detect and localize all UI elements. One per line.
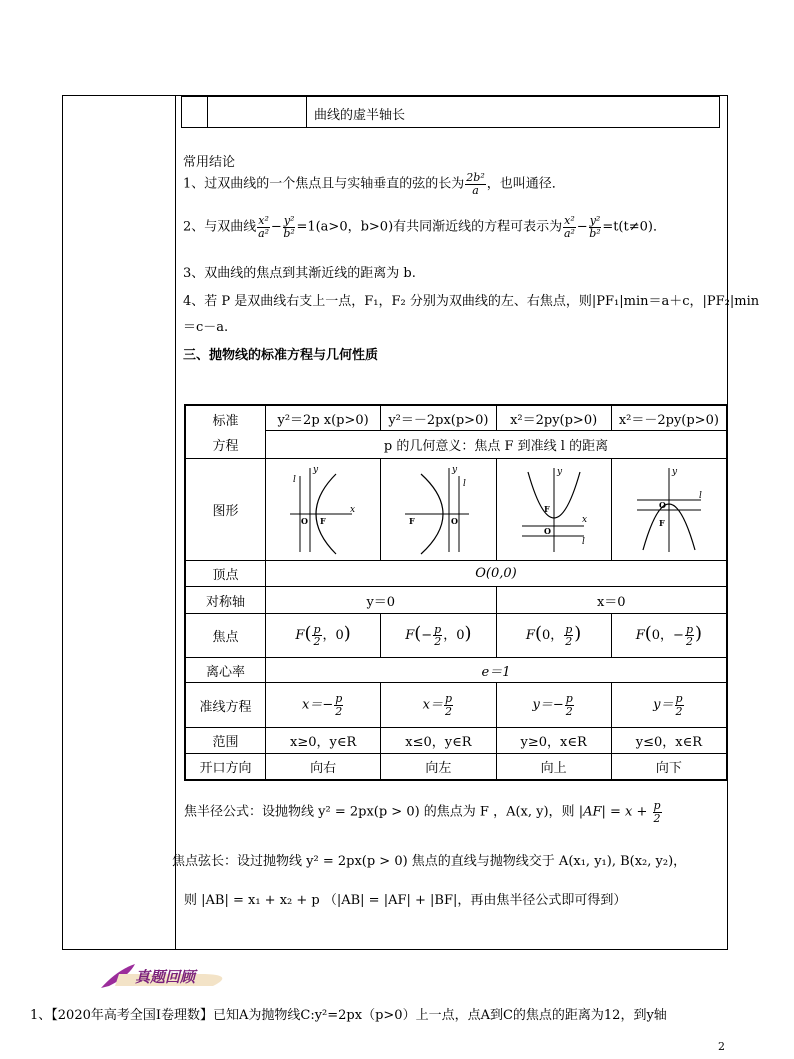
axis-y0: y＝0 [266,587,497,614]
opening-left: 向左 [381,754,496,780]
conclusion-1-tail: ，也叫通径． [486,176,565,192]
range-left: x≤0，y∈R [381,728,496,754]
graph-right [266,459,381,561]
conclusion-3: 3、双曲线的焦点到其渐近线的距离为 b. [183,266,416,281]
conclusion-4-line1: 4、若 P 是双曲线右支上一点，F₁，F₂ 分别为双曲线的左、右焦点，则|PF₁|min＝a＋c，|PF₂|min [183,294,760,309]
svg-text:l: l [698,490,702,501]
svg-text:O: O [451,515,459,526]
focal-radius-expression: |AF| = x + [578,804,652,820]
parabola-properties-table [184,404,728,781]
svg-text:F: F [658,517,665,528]
svg-text:F: F [543,503,550,514]
label-graph: 图形 [186,459,266,561]
eccentricity-value: e＝1 [266,658,727,683]
conclusion-1 [183,172,565,196]
vertex-value: O(0,0) [266,561,727,587]
question-1: 1、【2020年高考全国Ⅰ卷理数】已知A为抛物线C:y²=2px（p>0）上一点，点A到C的焦点的距离为12，到y轴 [30,1008,667,1023]
eq-left: y²＝－2px(p>0) [381,406,496,431]
svg-text:O: O [543,525,551,536]
opening-up: 向上 [496,754,611,780]
conclusion-2-text: 2、与双曲线 [183,219,257,235]
range-right: x≥0，y∈R [266,728,381,754]
label-focus: 焦点 [186,614,266,658]
label-vertex: 顶点 [186,561,266,587]
eq-up: x²＝2py(p>0) [496,406,611,431]
graph-down [611,459,726,561]
directrix-left: x＝ $\frac{p}{2}$ [381,683,496,728]
range-down: y≤0，x∈R [611,728,726,754]
eq-right: y²＝2p x(p>0) [266,406,381,431]
svg-text:l: l [293,474,297,485]
hyperbola-table-last-row [181,96,720,128]
svg-text:O: O [301,515,309,526]
focus-up: F(0， $\frac{p}{2}$ ) [496,614,611,658]
conclusion-2-end: =t(t≠0)． [602,219,666,235]
focal-chord-line2: 则 |AB| = x₁ + x₂ + p （|AB| = |AF| + |BF|，再由焦半径公式即可得到） [184,893,627,908]
directrix-right: x＝− $\frac{p}{2}$ [266,683,381,728]
svg-text:F: F [409,515,416,526]
p-meaning: p 的几何意义：焦点 F 到准线 l 的距离 [266,431,727,459]
section-3-title: 三、抛物线的标准方程与几何性质 [183,348,379,363]
label-opening: 开口方向 [186,754,266,780]
svg-text:l: l [581,536,585,547]
page-number: 2 [718,1040,725,1053]
focus-right: F( $\frac{p}{2}$ ，0) [266,614,381,658]
focus-left: F(− $\frac{p}{2}$ ，0) [381,614,496,658]
focal-chord-line1: 焦点弦长：设过抛物线 y² = 2px(p > 0) 焦点的直线与抛物线交于 A(x₁, y₁), B(x₂, y₂)， [172,854,687,869]
svg-text:O: O [658,499,666,510]
svg-text:y: y [452,464,458,475]
svg-text:x: x [581,514,587,525]
svg-text:y: y [313,464,319,475]
conclusion-4-line2: ＝c－a. [183,320,229,335]
label-range: 范围 [186,728,266,754]
opening-down: 向下 [611,754,726,780]
label-eccentricity: 离心率 [186,658,266,683]
svg-text:y: y [556,466,562,477]
eq-down: x²＝－2py(p>0) [611,406,726,431]
axis-x0: x＝0 [496,587,727,614]
banner-title: 真题回顾 [135,968,196,986]
focus-down: F(0，− $\frac{p}{2}$ ) [611,614,726,658]
focal-radius-text: 焦半径公式：设抛物线 y² = 2px(p > 0) 的焦点为 F ，A(x, y)，则 [184,804,575,820]
section-banner [95,960,240,990]
outer-column-divider [175,95,176,950]
opening-right: 向右 [266,754,381,780]
focal-radius-formula: 焦半径公式：设抛物线 y² = 2px(p > 0) 的焦点为 F ，A(x, y)，则 |AF| = x + $\frac{p}{2}$ [184,799,661,825]
conclusion-2: 2、与双曲线 $\frac{\text{x²}}{\text{a²}}$ − $\frac{\text{y²}}{\text{b²}}$ =1(a>0，b>0)有共同渐近线的方程可表示为 $\frac{\text{x²}}{\text{a²}}$ − $\frac{\text{y²}}{\text{b²}}$ =t(t≠0)． [183,214,666,240]
svg-text:x: x [350,504,356,515]
svg-text:l: l [463,478,467,489]
directrix-up: y＝− $\frac{p}{2}$ [496,683,611,728]
conclusion-2-mid: =1(a>0，b>0)有共同渐近线的方程可表示为 [296,219,563,235]
imag-semi-axis-text: 曲线的虚半轴长 [314,108,406,123]
svg-text:y: y [671,466,677,477]
range-up: y≥0，x∈R [496,728,611,754]
directrix-down: y＝ $\frac{p}{2}$ [611,683,726,728]
conclusions-title: 常用结论 [183,155,236,170]
label-standard-equation: 标准 方程 [186,406,266,459]
label-axis: 对称轴 [186,587,266,614]
label-directrix: 准线方程 [186,683,266,728]
latus-rectum-fraction: $\frac{\text{2b²}}{a}$ [466,171,485,197]
svg-text:F: F [320,515,326,526]
conclusion-1-text: 1、过双曲线的一个焦点且与实轴垂直的弦的长为 [183,176,465,192]
graph-left [381,459,496,561]
graph-up [496,459,611,561]
